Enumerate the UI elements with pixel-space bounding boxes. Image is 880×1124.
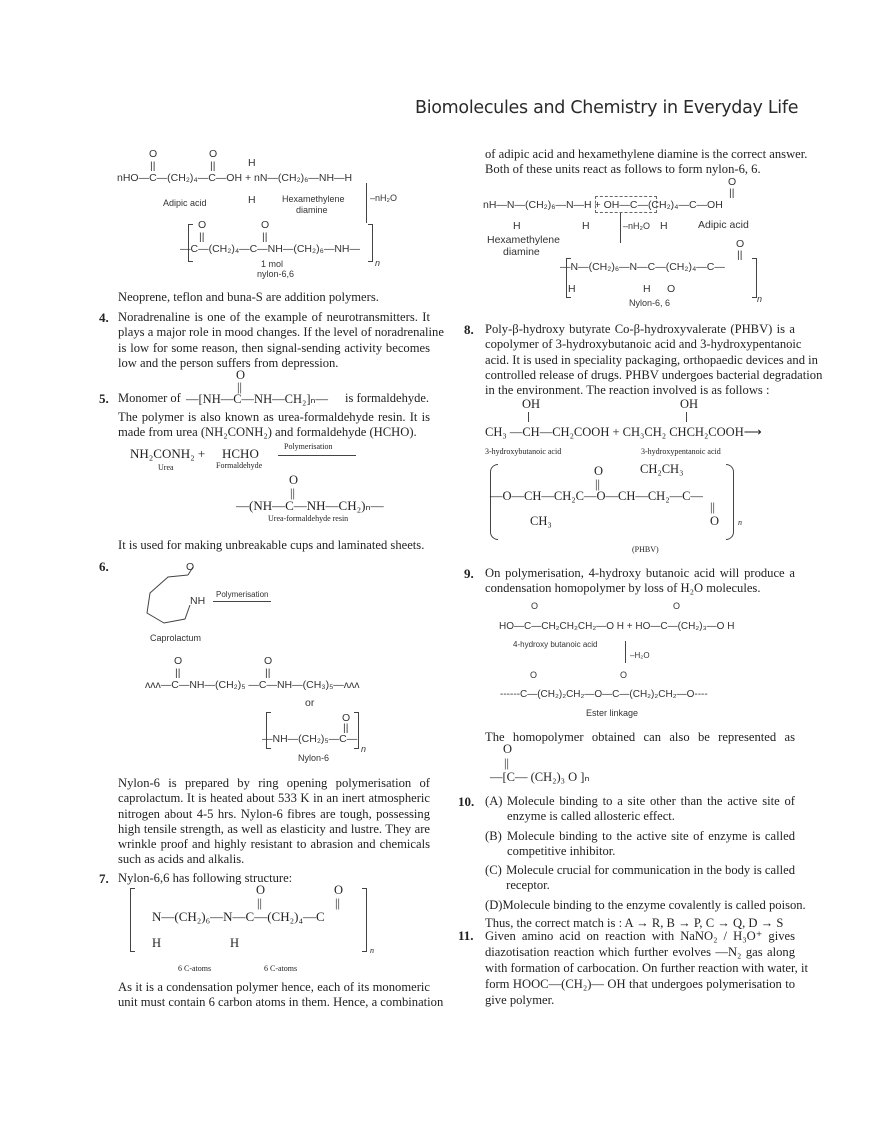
- oxygen: O: [667, 283, 676, 295]
- text-line: Both of these units react as follows to form nylon-6, 6.: [485, 162, 761, 177]
- double-bond: ||: [265, 667, 271, 679]
- text-line: unit must contain 6 carbon atoms in them. Hence, a combination: [118, 995, 444, 1010]
- subscript-n: n: [757, 294, 763, 304]
- or-label: or: [305, 697, 315, 709]
- bracket-right: [362, 888, 367, 952]
- addition-polymers-text: Neoprene, teflon and buna-S are addition polymers.: [118, 290, 379, 304]
- question-number: 8.: [464, 322, 474, 337]
- oxygen: O: [261, 219, 270, 231]
- text-line: acid. It is used in speciality packaging, orthopaedic devices and in: [485, 352, 818, 367]
- text-line: caprolactum. It is heated about 533 K in an inert atmospheric: [118, 791, 430, 806]
- text-line: As it is a condensation polymer hence, each of its monomeric: [118, 980, 430, 994]
- arrow-right-icon: [278, 455, 356, 456]
- hydrogen: H: [248, 157, 256, 169]
- nylon66-formula: N—(CH₂)₆—N—C—(CH₂)₄—C: [152, 909, 325, 924]
- oxygen: O: [198, 219, 207, 231]
- polymer-chain: ------C—(CH₂)₂CH₂—O—C—(CH₂)₂CH₂—O----: [500, 689, 708, 700]
- nylon66-label: nylon-6,6: [257, 269, 295, 279]
- c-atoms-label: 6 C-atoms: [178, 964, 212, 973]
- arrow-down-icon: [620, 213, 621, 243]
- double-bond: ||: [290, 486, 296, 500]
- usage-text: It is used for making unbreakable cups and laminated sheets.: [118, 538, 425, 552]
- oxygen: O: [186, 561, 195, 573]
- continued-text: [485, 147, 808, 178]
- arrow-right-icon: [213, 601, 271, 602]
- item-key: (C): [485, 863, 502, 878]
- resin-formula: —(NH—C—NH—CH₂)ₙ—: [236, 498, 384, 513]
- subscript-n: n: [361, 744, 367, 754]
- double-bond: ||: [199, 231, 205, 243]
- answer-8-text: [485, 322, 823, 398]
- text-line: is low for some reason, then signal-sending activity becomes: [118, 340, 430, 355]
- answer-5-text: [118, 410, 430, 441]
- list-item: [485, 794, 795, 825]
- text-line: The polymer is also known as urea-formaldehyde resin. It is: [118, 410, 430, 424]
- question-number: 9.: [464, 566, 474, 581]
- diamine-label: diamine: [296, 205, 328, 215]
- adipic-acid-label: Adipic acid: [698, 219, 749, 231]
- hexamethylene-label: Hexamethylene: [282, 194, 345, 204]
- item-key: (B): [485, 828, 502, 843]
- oxygen: O: [149, 148, 158, 160]
- nh-label: NH: [190, 595, 206, 607]
- page-header-title: Biomolecules and Chemistry in Everyday Life: [415, 98, 799, 118]
- text-line: wrinkle proof and highly resistant to abrasion and chemicals: [118, 837, 430, 852]
- caprolactum-label: Caprolactum: [150, 633, 202, 643]
- resin-label: Urea-formaldehyde resin: [268, 514, 349, 523]
- hydroxyl: OH: [680, 397, 699, 411]
- text: Nylon-6,6 has following structure:: [118, 871, 293, 885]
- text-line: The homopolymer obtained can also be represented as: [485, 730, 795, 744]
- subscript-n: n: [738, 518, 742, 527]
- text-line: controlled release of drugs. PHBV undergoes bacterial degradation: [485, 367, 823, 382]
- text-line: diazotisation reaction which further evolves —N₂ gas along: [485, 945, 795, 959]
- question-number: 4.: [99, 310, 109, 325]
- text-line: with formation of carbocation. On further reaction with water, it: [485, 961, 808, 975]
- correct-match: Thus, the correct match is : A → R, B → P, C → Q, D → S: [485, 916, 784, 931]
- bond: [686, 412, 687, 422]
- text-line: Nylon-6 is prepared by ring opening polymerisation of: [118, 776, 430, 790]
- list-item: [485, 863, 795, 894]
- subscript-n: n: [370, 946, 374, 955]
- paren-right: [726, 464, 734, 540]
- oxygen: O: [531, 601, 539, 611]
- oxygen: O: [594, 464, 604, 478]
- polymerisation-label: Polymerisation: [284, 442, 333, 451]
- question-number: 10.: [458, 794, 475, 809]
- double-bond: ||: [150, 160, 156, 172]
- urea-formaldehyde-formula: —[NH—C—NH—CH₂]ₙ—: [186, 392, 328, 406]
- subscript-n: n: [375, 258, 381, 268]
- water-loss-label: –nH₂O: [623, 221, 651, 231]
- oxygen: O: [736, 238, 745, 250]
- text-line: condensation homopolymer by loss of H₂O molecules.: [485, 581, 761, 596]
- text: is formaldehyde.: [345, 391, 430, 405]
- hydrogen: H: [513, 220, 521, 232]
- homopolymer-formula: —[C— (CH₂)₃ O ]ₙ: [490, 770, 590, 784]
- text-line: high tensile strength, as well as elasticity and lustre. They are: [118, 821, 430, 836]
- nylon6-label: Nylon-6: [298, 753, 330, 763]
- oxygen: O: [256, 883, 266, 897]
- urea-label: Urea: [158, 463, 174, 472]
- water-loss-label: –nH₂O: [370, 193, 398, 203]
- text-line: Molecule binding to the active site of enzyme is called: [507, 828, 795, 843]
- text-line: low and the person suffers from depression.: [118, 355, 339, 370]
- double-bond: ||: [335, 896, 341, 910]
- double-bond: ||: [262, 231, 268, 243]
- double-bond: ||: [237, 380, 243, 394]
- methyl-group: CH₃: [530, 514, 552, 528]
- list-item: [485, 897, 806, 913]
- answer-10-list: [485, 794, 806, 931]
- text-line: Poly-β-hydroxy butyrate Co-β-hydroxyvalerate (PHBV) is a: [485, 322, 795, 336]
- diamine-label: diamine: [503, 246, 540, 258]
- text-line: give polymer.: [485, 993, 555, 1007]
- text-line: receptor.: [506, 878, 550, 893]
- text-line: nitrogen about 4-5 hrs. Nylon-6 fibres are tough, possessing: [118, 806, 430, 821]
- ester-linkage-label: Ester linkage: [586, 708, 639, 718]
- reactant-row: nHO—C—(CH₂)₄—C—OH + nN—(CH₂)₆—NH—H: [117, 172, 353, 184]
- urea-formula: NH₂CONH₂ +: [130, 446, 206, 461]
- formaldehyde-label: Formaldehyde: [216, 461, 263, 470]
- product-row: —C—(CH₂)₄—C—NH—(CH₂)₆—NH—: [180, 243, 360, 255]
- acid2-label: 3-hydroxypentanoic acid: [641, 447, 721, 456]
- oxygen: O: [236, 368, 246, 382]
- adipic-acid-label: Adipic acid: [163, 198, 207, 208]
- double-bond: ||: [737, 249, 743, 261]
- hydrogen: H: [643, 283, 651, 295]
- water-loss-label: –H₂O: [630, 651, 650, 660]
- oxygen: O: [673, 601, 681, 611]
- dashed-box: [595, 196, 657, 213]
- hydrogen: H: [152, 936, 162, 950]
- hydrogen: H: [660, 220, 668, 232]
- c-atoms-label: 6 C-atoms: [264, 964, 298, 973]
- polymerisation-label: Polymerisation: [216, 590, 269, 599]
- arrow-down-icon: [625, 641, 626, 663]
- double-bond: ||: [729, 187, 735, 199]
- text-line: Molecule binding to a site other than the active site of: [507, 794, 795, 808]
- item-key: (D): [485, 897, 503, 912]
- oxygen: O: [334, 883, 344, 897]
- text-line: Given amino acid on reaction with NaNO₂ / H₃O⁺ gives: [485, 929, 795, 943]
- question-number: 6.: [99, 559, 109, 574]
- phbv-formula: —O—CH—CH₂C—O—CH—CH₂—C—: [490, 489, 703, 503]
- text-line: enzyme is called allosteric effect.: [507, 809, 675, 824]
- bracket-right: [752, 258, 757, 298]
- phbv-reaction: CH₃ —CH—CH₂COOH + CH₃CH₂ CHCH₂COOH⟶: [485, 425, 762, 439]
- oxygen: O: [342, 712, 351, 724]
- bracket-left: [130, 888, 135, 952]
- text-line: in the environment. The reaction involved is as follows :: [485, 383, 770, 398]
- text-line: Molecule crucial for communication in the body is called: [506, 863, 795, 878]
- product-row: —N—(CH₂)₆—N—C—(CH₂)₄—C—: [560, 261, 725, 273]
- text-line: Molecule binding to the enzyme covalently is called poison.: [502, 897, 806, 912]
- question-number: 11.: [458, 928, 474, 943]
- double-bond: ||: [343, 722, 349, 734]
- nylon6-chain: ʌʌʌ—C—NH—(CH₂)₅ —C—NH—(CH₃)₅—ʌʌʌ: [145, 679, 360, 691]
- double-bond: ||: [257, 896, 263, 910]
- text-line: plays a major role in mood changes. If the level of noradrenaline: [118, 325, 444, 340]
- text-line: such as acids and alkalis.: [118, 852, 245, 867]
- nylon66-label: Nylon-6, 6: [629, 298, 671, 308]
- hcho-formula: HCHO: [222, 446, 259, 461]
- condensation-text: [118, 980, 444, 1011]
- item-key: (A): [485, 794, 503, 808]
- acid-label: 4-hydroxy butanoic acid: [513, 640, 598, 649]
- question-number: 7.: [99, 871, 109, 886]
- text-line: Noradrenaline is one of the example of neurotransmitters. It: [118, 310, 430, 324]
- text-line: competitive inhibitor.: [507, 843, 616, 858]
- acid1-label: 3-hydroxybutanoic acid: [485, 447, 562, 456]
- hydrogen: H: [568, 283, 576, 295]
- double-bond: ||: [710, 500, 716, 514]
- oxygen: O: [503, 742, 513, 756]
- hydroxyl: OH: [522, 397, 541, 411]
- text: Monomer of: [118, 391, 181, 405]
- hydrogen: H: [248, 194, 256, 206]
- hydrogen: H: [582, 220, 590, 232]
- bond: [528, 412, 529, 422]
- text-line: made from urea (NH₂CONH₂) and formaldehyde (HCHO).: [118, 425, 417, 440]
- oxygen: O: [174, 655, 183, 667]
- answer-11-text: [485, 928, 808, 1008]
- double-bond: ||: [595, 477, 601, 491]
- nylon6-unit: —NH—(CH₂)₅—C—: [262, 733, 358, 745]
- bracket-right: [354, 712, 359, 749]
- oxygen: O: [728, 176, 737, 188]
- text-line: On polymerisation, 4-hydroxy butanoic acid will produce a: [485, 566, 795, 580]
- text-line: of adipic acid and hexamethylene diamine is the correct answer.: [485, 147, 808, 161]
- monomer-row: HO—C—CH₂CH₂CH₂—O H + HO—C—(CH₂)₃—O H: [499, 621, 735, 632]
- text-line: form HOOC—(CH₂)— OH that undergoes polymerisation to: [485, 977, 795, 991]
- arrow-down-icon: [366, 183, 367, 223]
- mol-label: 1 mol: [261, 259, 284, 269]
- answer-4-text: [118, 310, 444, 371]
- text-line: copolymer of 3-hydroxybutanoic acid and 3-hydroxypentanoic: [485, 337, 802, 352]
- list-item: [485, 829, 795, 860]
- oxygen: O: [530, 670, 538, 680]
- oxygen: O: [264, 655, 273, 667]
- oxygen: O: [710, 514, 720, 528]
- text: [485, 730, 795, 745]
- bracket-right: [368, 224, 373, 262]
- hydrogen: H: [230, 936, 240, 950]
- double-bond: ||: [210, 160, 216, 172]
- answer-9-text: [485, 566, 795, 597]
- reactant-row: nH—N—(CH₂)₆—N—H + OH—C—(CH₂)₄—C—OH: [483, 199, 723, 211]
- oxygen: O: [289, 473, 299, 487]
- double-bond: ||: [504, 756, 510, 770]
- double-bond: ||: [175, 667, 181, 679]
- oxygen: O: [209, 148, 218, 160]
- nylon6-description: [118, 776, 430, 868]
- question-number: 5.: [99, 391, 109, 406]
- hexamethylene-label: Hexamethylene: [487, 234, 560, 246]
- ethyl-group: CH₂CH₃: [640, 462, 684, 476]
- oxygen: O: [620, 670, 628, 680]
- phbv-label: (PHBV): [632, 545, 659, 554]
